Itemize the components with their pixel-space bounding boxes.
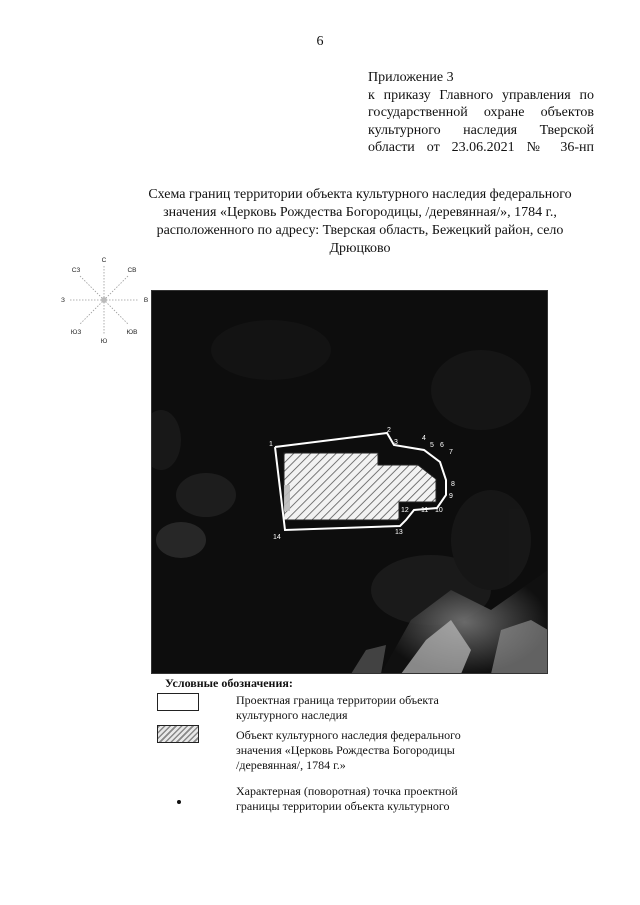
boundary-point-label: 4 <box>422 435 426 442</box>
legend-line: Объект культурного наследия федерального <box>236 728 461 742</box>
legend-line: Проектная граница территории объекта <box>236 693 439 707</box>
appendix-header <box>368 69 594 157</box>
legend-item-boundary <box>236 693 439 723</box>
appendix-line: к приказу Главного управления по <box>368 87 594 103</box>
legend-point-marker <box>177 800 181 804</box>
boundary-point-label: 9 <box>449 493 453 500</box>
boundary-point-label: 11 <box>421 507 429 514</box>
appendix-line: государственной охране объектов <box>368 105 594 120</box>
compass-ne-label: СВ <box>127 267 137 274</box>
compass-sw-label: ЮЗ <box>70 329 82 336</box>
compass-s-label: Ю <box>100 338 108 345</box>
boundary-point-label: 14 <box>273 534 281 541</box>
appendix-line: области от 23.06.2021 № 36-нп <box>368 140 594 155</box>
compass-nw-label: СЗ <box>71 267 81 274</box>
boundary-point-label: 10 <box>435 507 443 514</box>
compass-n-label: С <box>101 257 107 264</box>
title-line: Дрюцково <box>329 241 391 256</box>
title-line: значения «Церковь Рождества Богородицы, /деревянная/», 1784 г., <box>163 205 557 220</box>
title-line: Схема границ территории объекта культурного наследия федерального <box>148 187 572 202</box>
compass-se-label: ЮВ <box>126 329 138 336</box>
page-number: 6 <box>316 34 324 49</box>
legend-line: Характерная (поворотная) точка проектной <box>236 784 458 798</box>
legend-object-swatch <box>157 725 199 743</box>
scheme-title <box>60 186 640 258</box>
satellite-map <box>151 290 548 674</box>
boundary-point-label: 12 <box>401 507 409 514</box>
compass-w-label: З <box>61 297 65 304</box>
legend-boundary-swatch <box>157 693 199 711</box>
boundary-point-label: 6 <box>440 442 444 449</box>
legend-title: Условные обозначения: <box>165 676 293 690</box>
legend-item-point <box>236 784 458 814</box>
legend-line: границы территории объекта культурного <box>236 799 450 813</box>
title-line: расположенного по адресу: Тверская область, Бежецкий район, село <box>156 223 564 238</box>
legend-item-object <box>236 728 461 773</box>
boundary-point-label: 7 <box>449 449 453 456</box>
boundary-point-label: 13 <box>395 529 403 536</box>
appendix-line: Приложение 3 <box>368 70 454 85</box>
boundary-point-label: 5 <box>430 442 434 449</box>
boundary-point-label: 2 <box>387 427 391 434</box>
legend-line: значения «Церковь Рождества Богородицы <box>236 743 455 757</box>
legend-line: культурного наследия <box>236 708 348 722</box>
boundary-point-label: 3 <box>394 439 398 446</box>
boundary-point-label: 8 <box>451 481 455 488</box>
boundary-point-label: 1 <box>269 441 273 448</box>
compass-rose <box>56 252 152 348</box>
legend-line: /деревянная/, 1784 г.» <box>236 758 346 772</box>
compass-e-label: В <box>143 297 149 304</box>
appendix-line: культурного наследия Тверской <box>368 122 594 138</box>
